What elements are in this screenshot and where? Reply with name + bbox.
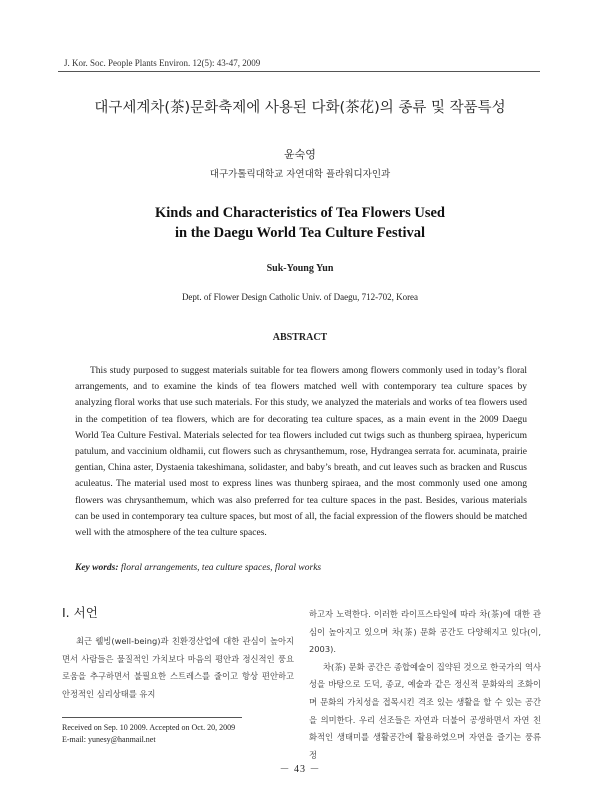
keywords-label: Key words: — [75, 563, 119, 573]
footnote-rule — [62, 717, 242, 718]
keywords — [75, 563, 527, 573]
korean-title: 대구세계차(茶)문화축제에 사용된 다화(茶花)의 종류 및 작품특성 — [94, 100, 506, 116]
footnote-received: Received on Sep. 10 2009. Accepted on Oct. 20, 2009 — [62, 723, 236, 732]
keywords-text: floral arrangements, tea culture spaces, floral works — [120, 563, 322, 573]
english-title-line1: Kinds and Characteristics of Tea Flowers Used — [155, 205, 445, 221]
english-title-line2: in the Daegu World Tea Culture Festival — [174, 225, 425, 241]
korean-affiliation: 대구가톨릭대학교 자연대학 플라워디자인과 — [209, 169, 391, 180]
right-column — [309, 606, 541, 764]
right-column-paragraph-1: 하고자 노력한다. 이러한 라이프스타일에 따라 차(茶)에 대한 관심이 높아지고 있으며 차(茶) 문화 공간도 다양해지고 있다(이, 2003). — [309, 609, 541, 655]
right-column-paragraph-2: 차(茶) 문화 공간은 종합예술이 집약된 것으로 한국가의 역사성을 바탕으로 도덕, 종교, 예술과 같은 정신적 문화와의 조화이며 문화의 가치성을 접목시킨 격조 있는 생활을 할 수 있는 공간을 의미한다. 우리 선조들은 자연과 더불어 공생하면서 자연 친화적인 생태미를 생활공간에 활용하였으며 자연을 즐기는 풍류 정 — [309, 661, 541, 760]
abstract-text: This study purposed to suggest materials suitable for tea flowers among flowers commonly used in today’s floral arrangements, and to examine the kinds of tea flowers matched well with contemporary tea culture spaces by analyzing floral works that use such materials. For this study, we analyzed the materials and works of tea flowers used in the competition of tea flowers, which are for decorating tea culture spaces, as a main event in the 2009 Daegu World Tea Culture Festival. Materials selected for tea flowers included cut twigs such as thunberg spiraea, hypericum patulum, and vaccinium oldhamii, cut flowers such as chrysanthemum, rose, Hydrangea serrata for. acuminata, prairie gentian, China aster, Dystaenia takeshimana, solidaster, and baby’s breath, and cut leaves such as bracken and Ruscus aculeatus. The material used most to express lines was thunberg spiraea, and the most commonly used one among flowers was chrysanthemum, which was also preferred for tea culture spaces in the past. Besides, various materials can be used in contemporary tea culture spaces, but most of all, the facial expression of the flowers should be matched well with the atmosphere of the tea culture spaces. — [75, 366, 527, 539]
section-heading: Ⅰ. 서언 — [62, 605, 98, 620]
page-number: － 43 － — [279, 764, 321, 775]
english-title — [0, 203, 600, 243]
left-column-paragraph: 최근 웰빙(well-being)과 친환경산업에 대한 관심이 높아지면서 사람들은 물질적인 가치보다 마음의 평안과 정신적인 풍요로움을 추구하면서 불필요한 스트레스를 줄이고 항상 편안하고 안정적인 심리상태를 유지 — [62, 636, 294, 699]
korean-author: 윤숙영 — [284, 148, 316, 161]
journal-citation: J. Kor. Soc. People Plants Environ. 12(5): 43-47, 2009 — [64, 58, 261, 68]
english-affiliation: Dept. of Flower Design Catholic Univ. of Daegu, 712-702, Korea — [181, 292, 419, 302]
header-rule — [58, 71, 540, 72]
abstract-heading: ABSTRACT — [272, 332, 328, 343]
footnote-email: E-mail: yunesy@hanmail.net — [62, 735, 156, 744]
english-author: Suk-Young Yun — [266, 263, 334, 274]
footnote — [62, 722, 235, 746]
